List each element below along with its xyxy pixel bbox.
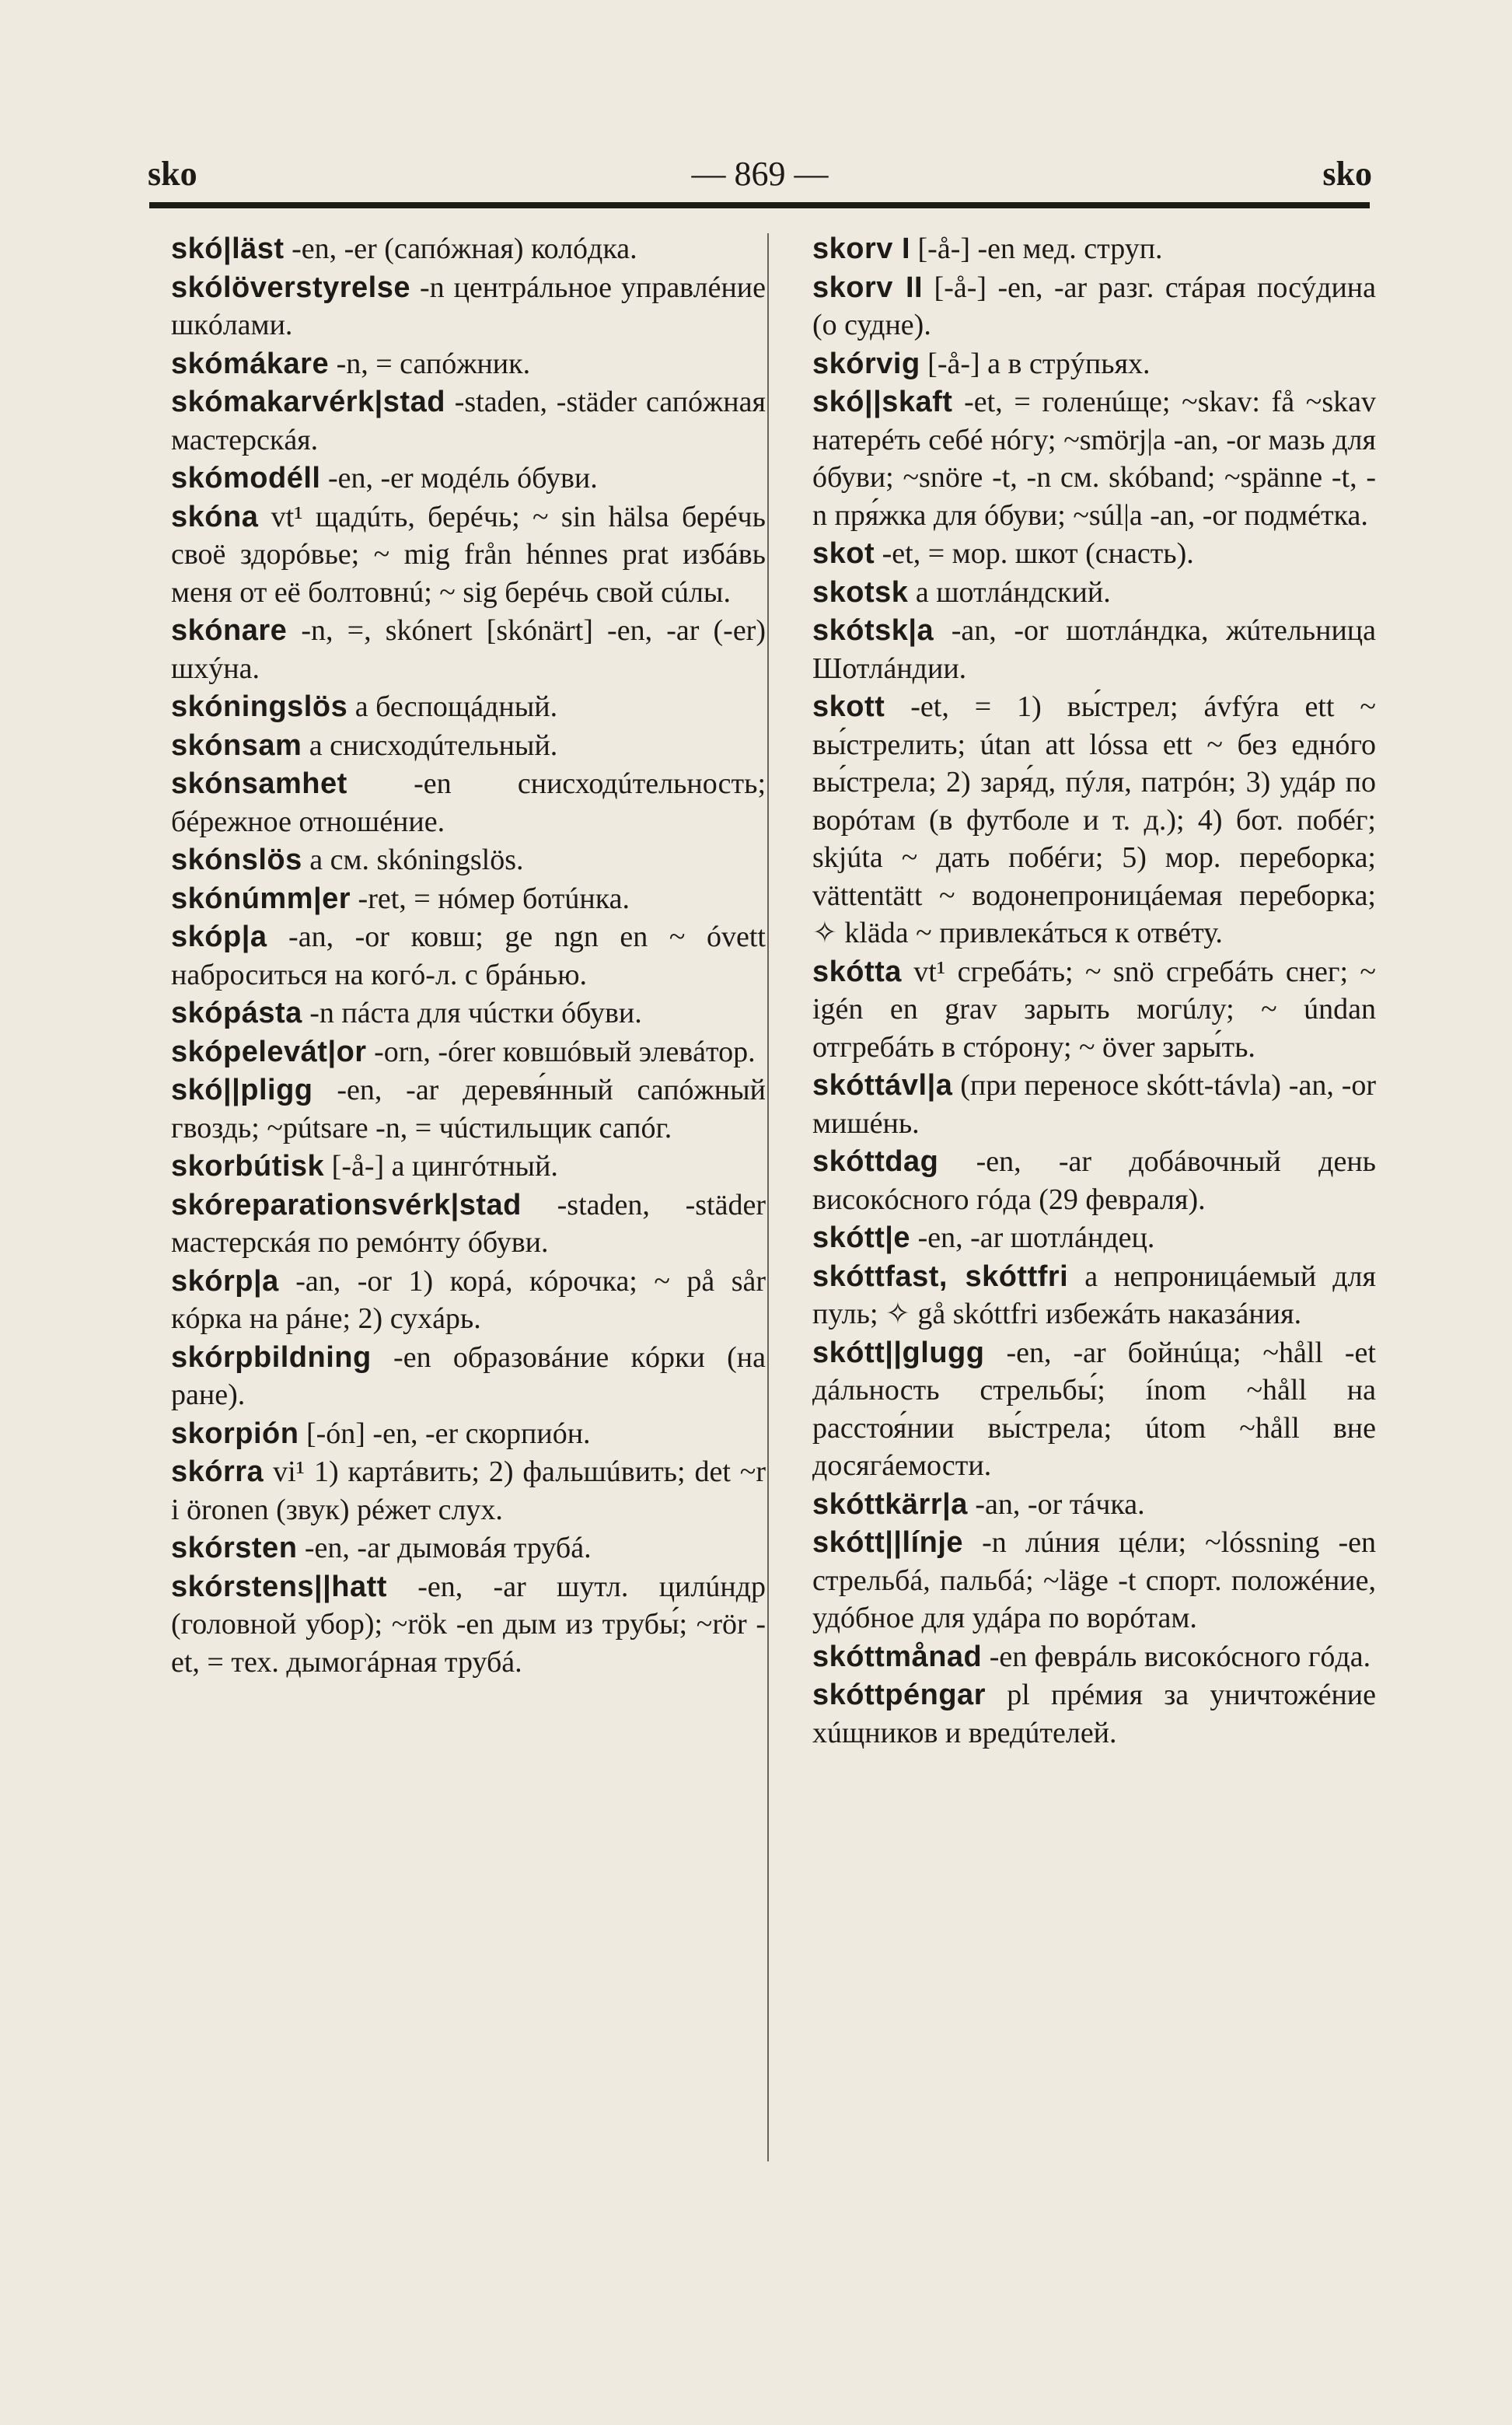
- entry-definition: vi¹ 1) картáвить; 2) фальшúвить; det ~r i öronen (звук) рéжет слух.: [171, 1455, 766, 1526]
- entry-definition: [-ón] -en, -er скорпиóн.: [299, 1417, 591, 1450]
- entry-definition: -n, =, skónert [skónärt] -en, -ar (-er) шхýна.: [171, 614, 766, 685]
- dictionary-entry: [171, 994, 766, 1033]
- left-column: [171, 230, 766, 1682]
- entry-definition: [-å-] a в стрýпьях.: [920, 347, 1151, 380]
- entry-headword: skónúmm|er: [171, 882, 351, 915]
- dictionary-entry: [171, 498, 766, 612]
- entry-headword: skórra: [171, 1455, 264, 1488]
- entry-definition: -en, -ar дымовáя трубá.: [297, 1532, 592, 1564]
- entry-definition: -ret, = нóмер ботúнка.: [351, 882, 630, 915]
- dictionary-entry: [171, 1071, 766, 1147]
- entry-definition: -en, -er (сапóжная) колóдка.: [284, 232, 637, 265]
- entry-headword: skorv II: [812, 271, 924, 304]
- dictionary-entry: [171, 345, 766, 383]
- entry-headword: skóttfast, skóttfri: [812, 1260, 1069, 1293]
- entry-headword: skorbútisk: [171, 1150, 325, 1183]
- entry-definition: -en, -ar шутл. цилúндр (головной убор); ~rök -en дым из трубы́; ~rör -et, = тех. дымогáрная трубá.: [171, 1570, 766, 1679]
- entry-headword: skómakarvérk|stad: [171, 386, 445, 418]
- dictionary-entry: [812, 1219, 1376, 1257]
- dictionary-entry: [171, 1148, 766, 1186]
- entry-definition: vt¹ щадúть, берéчь; ~ sin hälsa берéчь своё здорóвье; ~ mig från hénnes prat избáвь меня от её болтовнú; ~ sig берéчь свой сúлы.: [171, 500, 766, 609]
- entry-headword: skótt|e: [812, 1221, 911, 1254]
- entry-definition: -en, -ar бойнúца; ~håll -et дáльность стрельбы́; ínom ~håll на расстоя́нии вы́стрела; útom ~håll вне досягáемости.: [812, 1336, 1376, 1482]
- running-head-left: sko: [148, 155, 197, 193]
- entry-definition: -n пáста для чúстки óбуви.: [302, 997, 642, 1029]
- dictionary-entry: [812, 1638, 1376, 1676]
- entry-definition: -en снисходúтельность; бéрежное отношéние.: [171, 767, 766, 838]
- entry-definition: -et, = голенúще; ~skav: få ~skav натерéть себé нóгу; ~smörj|a -an, -or мазь для óбуви; ~snöre -t, -n см. skóband; ~spänne -t, -n пря́жка для óбуви; ~súl|a -an, -or подмéтка.: [812, 386, 1376, 532]
- entry-headword: skónsam: [171, 729, 302, 762]
- entry-headword: skórstens||hatt: [171, 1570, 387, 1603]
- dictionary-entry: [171, 269, 766, 344]
- page-header: [148, 154, 1372, 208]
- dictionary-entry: [812, 230, 1376, 268]
- dictionary-entry: [171, 1263, 766, 1338]
- entry-headword: skórp|a: [171, 1264, 279, 1298]
- dictionary-entry: [171, 1339, 766, 1414]
- dictionary-entry: [171, 688, 766, 726]
- dictionary-entry: [812, 269, 1376, 344]
- entry-headword: skórpbildning: [171, 1340, 372, 1374]
- dictionary-entry: [812, 1258, 1376, 1333]
- entry-headword: skónare: [171, 614, 288, 647]
- dictionary-entry: [171, 1033, 766, 1071]
- dictionary-entry: [812, 612, 1376, 687]
- entry-definition: -an, -or тáчка.: [967, 1487, 1145, 1521]
- dictionary-entry: [171, 918, 766, 994]
- entry-definition: -en, -ar шотлáндец.: [910, 1221, 1155, 1254]
- dictionary-entry: [812, 1676, 1376, 1752]
- entry-headword: skómákare: [171, 347, 330, 380]
- dictionary-entry: [171, 230, 766, 268]
- entry-headword: skónsamhet: [171, 767, 347, 800]
- entry-headword: skot: [812, 537, 875, 570]
- entry-definition: -orn, -órer ковшóвый элевáтор.: [366, 1035, 756, 1068]
- dictionary-entry: [171, 841, 766, 879]
- dictionary-entry: [171, 765, 766, 840]
- entry-headword: skó||pligg: [171, 1074, 313, 1106]
- entry-headword: skótt||línje: [812, 1526, 964, 1559]
- entry-definition: -en образовáние кóрки (на ране).: [171, 1340, 766, 1411]
- entry-headword: skóttdag: [812, 1145, 939, 1178]
- entry-definition: vt¹ сгребáть; ~ snö сгребáть снег; ~ igén en grav зарыть могúлу; ~ úndan отгребáть в стóрону; ~ över зары́ть.: [812, 955, 1376, 1064]
- entry-headword: skónslös: [171, 844, 302, 876]
- entry-headword: skórvig: [812, 347, 920, 380]
- entry-headword: skó|läst: [171, 232, 285, 265]
- entry-definition: -en феврáль високóсного гóда.: [982, 1640, 1371, 1673]
- entry-headword: skólöverstyrelse: [171, 271, 410, 304]
- entry-headword: skóttmånad: [812, 1640, 983, 1673]
- dictionary-entry: [171, 1415, 766, 1453]
- entry-definition: -an, -or 1) корá, кóрочка; ~ på sår кóрка на рáне; 2) сухáрь.: [171, 1264, 766, 1335]
- dictionary-entry: [171, 1186, 766, 1262]
- dictionary-entry: [171, 1529, 766, 1567]
- entry-definition: -staden, -städer сапóжная мастерскáя.: [171, 386, 766, 456]
- entry-headword: skóreparationsvérk|stad: [171, 1188, 522, 1221]
- entry-definition: [-å-] a цингóтный.: [324, 1150, 558, 1183]
- dictionary-entry: [812, 383, 1376, 534]
- entry-definition: a шотлáндский.: [908, 575, 1111, 609]
- entry-headword: skómodéll: [171, 462, 321, 494]
- entry-definition: -et, = 1) вы́стрел; ávfýra ett ~ вы́стрелить; útan att lóssa ett ~ без еднóго вы́стрела; 2) заря́д, пýля, патрóн; 3) удáр по ворóтам (в футболе и т. д.); 4) бот. побéг; skjúta ~ дать побéги; 5) мор. переборка; vättentätt ~ водонепроницáемая переборка; ✧ kläda ~ привлекáться к отвéту.: [812, 690, 1376, 949]
- entry-definition: (при переносе skótt-távla) -an, -or мишéнь.: [812, 1069, 1376, 1140]
- dictionary-entry: [171, 1453, 766, 1529]
- entry-headword: skóp|a: [171, 921, 267, 953]
- dictionary-entry: [812, 535, 1376, 573]
- dictionary-entry: [812, 345, 1376, 383]
- entry-definition: pl прéмия за уничтожéние хúщников и вредúтелей.: [812, 1679, 1376, 1749]
- entry-definition: a см. skóningslös.: [302, 844, 524, 876]
- entry-headword: skóttkärr|a: [812, 1487, 968, 1521]
- dictionary-entry: [171, 1568, 766, 1682]
- dictionary-entry: [171, 383, 766, 459]
- dictionary-entry: [812, 1524, 1376, 1637]
- entry-headword: skóna: [171, 500, 259, 533]
- entry-definition: -en, -ar деревя́нный сапóжный гвоздь; ~pútsare -n, = чúстильщик сапóг.: [171, 1074, 766, 1144]
- entry-headword: skópelevát|or: [171, 1035, 367, 1068]
- entry-headword: skópásta: [171, 997, 302, 1029]
- right-column: [812, 230, 1376, 1752]
- entry-definition: [-å-] -en мед. струп.: [910, 232, 1163, 265]
- entry-definition: [-å-] -en, -ar разг. стáрая посýдина (о судне).: [812, 271, 1377, 341]
- entry-definition: -en, -er модéль óбуви.: [320, 462, 598, 494]
- dictionary-entry: [171, 612, 766, 687]
- dictionary-entry: [171, 459, 766, 498]
- dictionary-entry: [812, 574, 1376, 612]
- entry-definition: -n лúния цéли; ~lóssning -en стрельбá, пальбá; ~läge -t спорт. положéние, удóбное для удáра по ворóтам.: [812, 1526, 1376, 1634]
- running-head-right: sko: [1322, 155, 1372, 193]
- entry-headword: skotsk: [812, 575, 909, 609]
- entry-definition: a непроницáемый для пуль; ✧ gå skóttfri избежáть наказáния.: [812, 1260, 1376, 1330]
- entry-definition: a беспощáдный.: [347, 690, 558, 723]
- entry-headword: skorv I: [812, 232, 911, 265]
- entry-headword: skóttpéngar: [812, 1679, 986, 1711]
- entry-definition: -en, -ar добáвочный день високóсного гóда (29 февраля).: [812, 1145, 1376, 1216]
- entry-headword: skó||skaft: [812, 386, 953, 418]
- entry-definition: a снисходúтельный.: [302, 729, 558, 762]
- entry-headword: skótt||glugg: [812, 1336, 985, 1369]
- dictionary-entry: [812, 1486, 1376, 1524]
- column-divider: [767, 233, 769, 2161]
- dictionary-entry: [812, 688, 1376, 952]
- dictionary-entry: [812, 1143, 1376, 1218]
- entry-definition: -et, = мор. шкот (снасть).: [875, 537, 1194, 570]
- entry-headword: skóningslös: [171, 690, 348, 723]
- entry-headword: skótsk|a: [812, 614, 934, 647]
- dictionary-entry: [812, 953, 1376, 1067]
- dictionary-entry: [812, 1334, 1376, 1485]
- dictionary-entry: [171, 727, 766, 765]
- header-rule: [149, 202, 1370, 208]
- entry-definition: -staden, -städer мастерскáя по ремóнту óбуви.: [171, 1188, 766, 1259]
- entry-headword: skorpión: [171, 1417, 299, 1450]
- entry-headword: skótta: [812, 955, 902, 988]
- entry-definition: -n центрáльное управлéние шкóлами.: [171, 271, 766, 341]
- entry-headword: skórsten: [171, 1532, 298, 1564]
- dictionary-entry: [812, 1067, 1376, 1142]
- entry-definition: -an, -or ковш; ge ngn en ~ óvett наброситься на когó-л. с брáнью.: [171, 921, 766, 991]
- page-number: — 869 —: [691, 155, 829, 193]
- entry-headword: skott: [812, 690, 885, 723]
- dictionary-entry: [171, 880, 766, 918]
- entry-headword: skóttávl|a: [812, 1069, 953, 1102]
- entry-definition: -n, = сапóжник.: [329, 347, 531, 380]
- entry-definition: -an, -or шотлáндка, жúтельница Шотлáндии.: [812, 614, 1376, 685]
